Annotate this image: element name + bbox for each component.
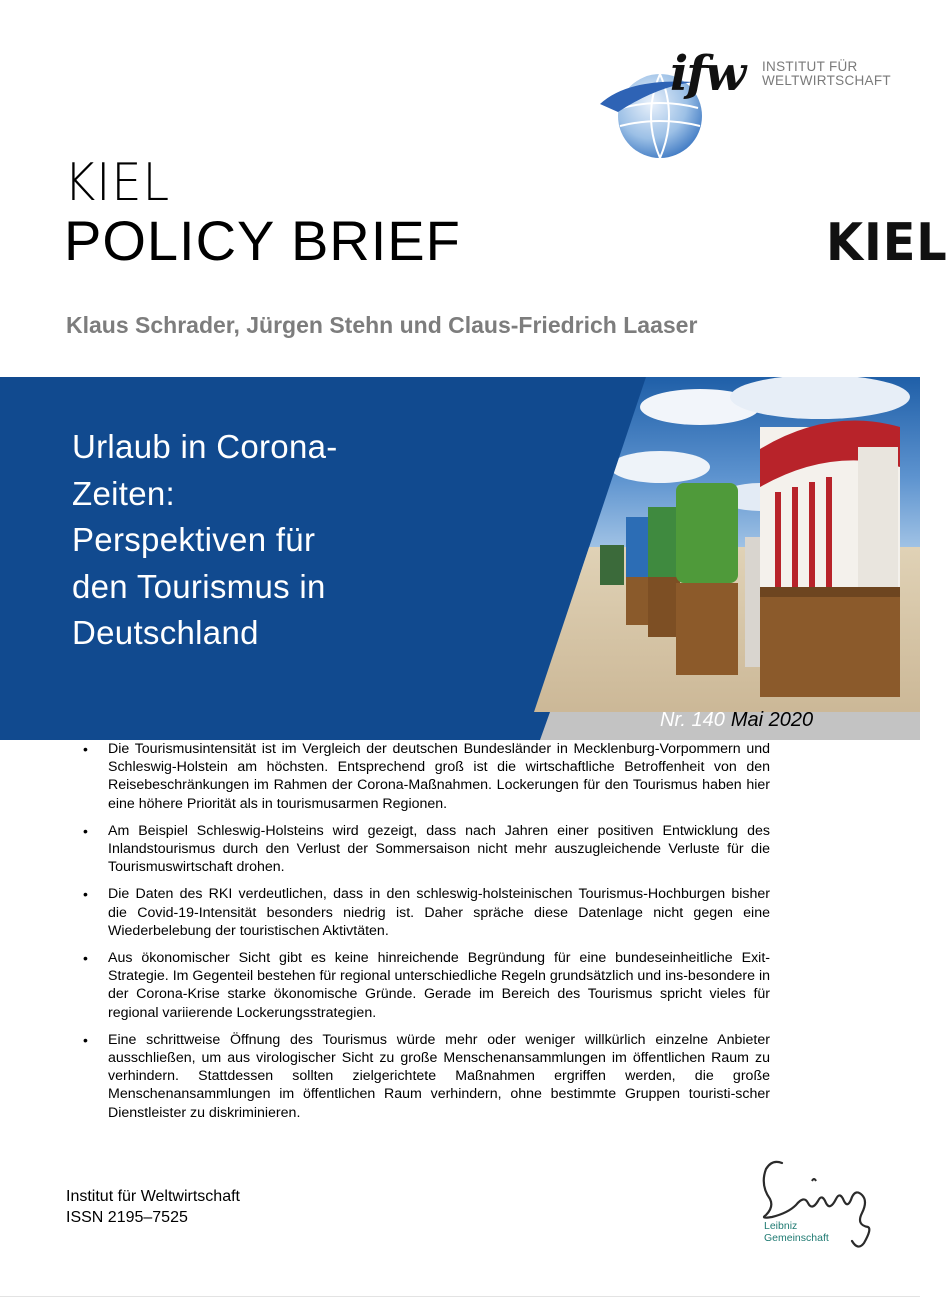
footer — [66, 1186, 240, 1228]
issue-info — [660, 706, 813, 734]
logo-institut: INSTITUT FÜR — [762, 59, 858, 74]
summary-bullet — [84, 949, 770, 1022]
title-line: Zeiten: — [72, 474, 175, 512]
footer-institute: Institut für Weltwirtschaft — [66, 1188, 240, 1205]
cover-title — [72, 424, 472, 657]
bullet-icon: • — [83, 1031, 88, 1048]
series-policy-brief: POLICY BRIEF — [64, 209, 461, 272]
summary-bullet — [84, 740, 770, 813]
summary-bullet — [84, 822, 770, 877]
summary-bullet — [84, 885, 770, 940]
bullet-icon: • — [83, 741, 88, 757]
authors: Klaus Schrader, Jürgen Stehn und Claus-Friedrich Laaser — [66, 312, 698, 338]
title-line: Perspektiven für — [72, 521, 316, 558]
institute-name — [762, 59, 948, 273]
summary-bullets — [84, 740, 770, 1131]
summary-bullet — [84, 1031, 770, 1122]
footer-issn: ISSN 2195–7525 — [66, 1209, 188, 1226]
leibniz-label — [764, 1220, 829, 1244]
series-kiel: KIEL — [64, 153, 171, 213]
bottom-rule — [0, 1296, 920, 1297]
bullet-text: Aus ökonomischer Sicht gibt es keine hinreichende Begründung für eine bundeseinheitliche Exit-Strategie. Im Gegenteil bestehen für regional unterschiedliche Regeln grundsätzlich und ins-besondere in der Corona-Krise starke ökonomische Gründe. Gerade im Bereich des Tourismus spricht vieles für regional variierende Lockerungsstrategien. — [108, 950, 770, 1021]
leibniz-line2: Gemeinschaft — [764, 1232, 829, 1244]
bullet-icon: • — [83, 950, 88, 967]
bullet-icon: • — [83, 822, 88, 839]
logo-weltwirtschaft: WELTWIRTSCHAFT — [762, 73, 891, 88]
leibniz-line1: Leibniz — [764, 1220, 798, 1232]
title-line: Urlaub in Corona- — [72, 428, 338, 465]
bullet-icon: • — [83, 886, 88, 903]
ifw-wordmark: ifw — [670, 46, 745, 102]
title-line: Deutschland — [72, 614, 259, 651]
bullet-text: Die Daten des RKI verdeutlichen, dass in den schleswig-holsteinischen Tourismus-Hochburgen bisher die Covid-19-Intensität besonders niedrig ist. Daher spräche diese Datenlage nicht gegen eine Wiederbelebung der touristischen Aktivtäten. — [108, 886, 770, 939]
bullet-text: Am Beispiel Schleswig-Holsteins wird gezeigt, dass nach Jahren einer positiven Entwicklung des Inlandstourismus durch den Verlust der Sommersaison nicht mehr auszugleichende Verluste für die Tourismuswirtschaft drohen. — [108, 822, 770, 876]
logo-kiel: KIEL — [826, 213, 948, 273]
bullet-text: Die Tourismusintensität ist im Vergleich der deutschen Bundesländer in Mecklenburg-Vorpommern und Schleswig-Holstein am höchsten. Entsprechend groß ist die wirtschaftliche Betroffenheit von den Reisebeschränkungen im Rahmen der Corona-Maßnahmen. Lockerungen für den Tourismus haben hier eine höhere Priorität als in tourismusarmen Regionen. — [108, 741, 770, 812]
ifw-logo — [598, 42, 948, 273]
issue-number: Nr. 140 — [660, 709, 725, 731]
title-line: den Tourismus in — [72, 567, 326, 605]
issue-date: Mai 2020 — [730, 709, 814, 731]
bullet-text: Eine schrittweise Öffnung des Tourismus würde mehr oder weniger willkürlich einzelne Anbieter ausschließen, um aus virologischer Sicht zu große Menschenansammlungen im öffentlichen Raum zu verhindern. Stattdessen sollten zielgerichtete Maßnahmen ergriffen werden, die große Menschenansammlungen im öffentlichen Raum verhindern, ohne bestimmte Gruppen touristi-scher Dienstleister zu diskriminieren. — [108, 1031, 770, 1121]
